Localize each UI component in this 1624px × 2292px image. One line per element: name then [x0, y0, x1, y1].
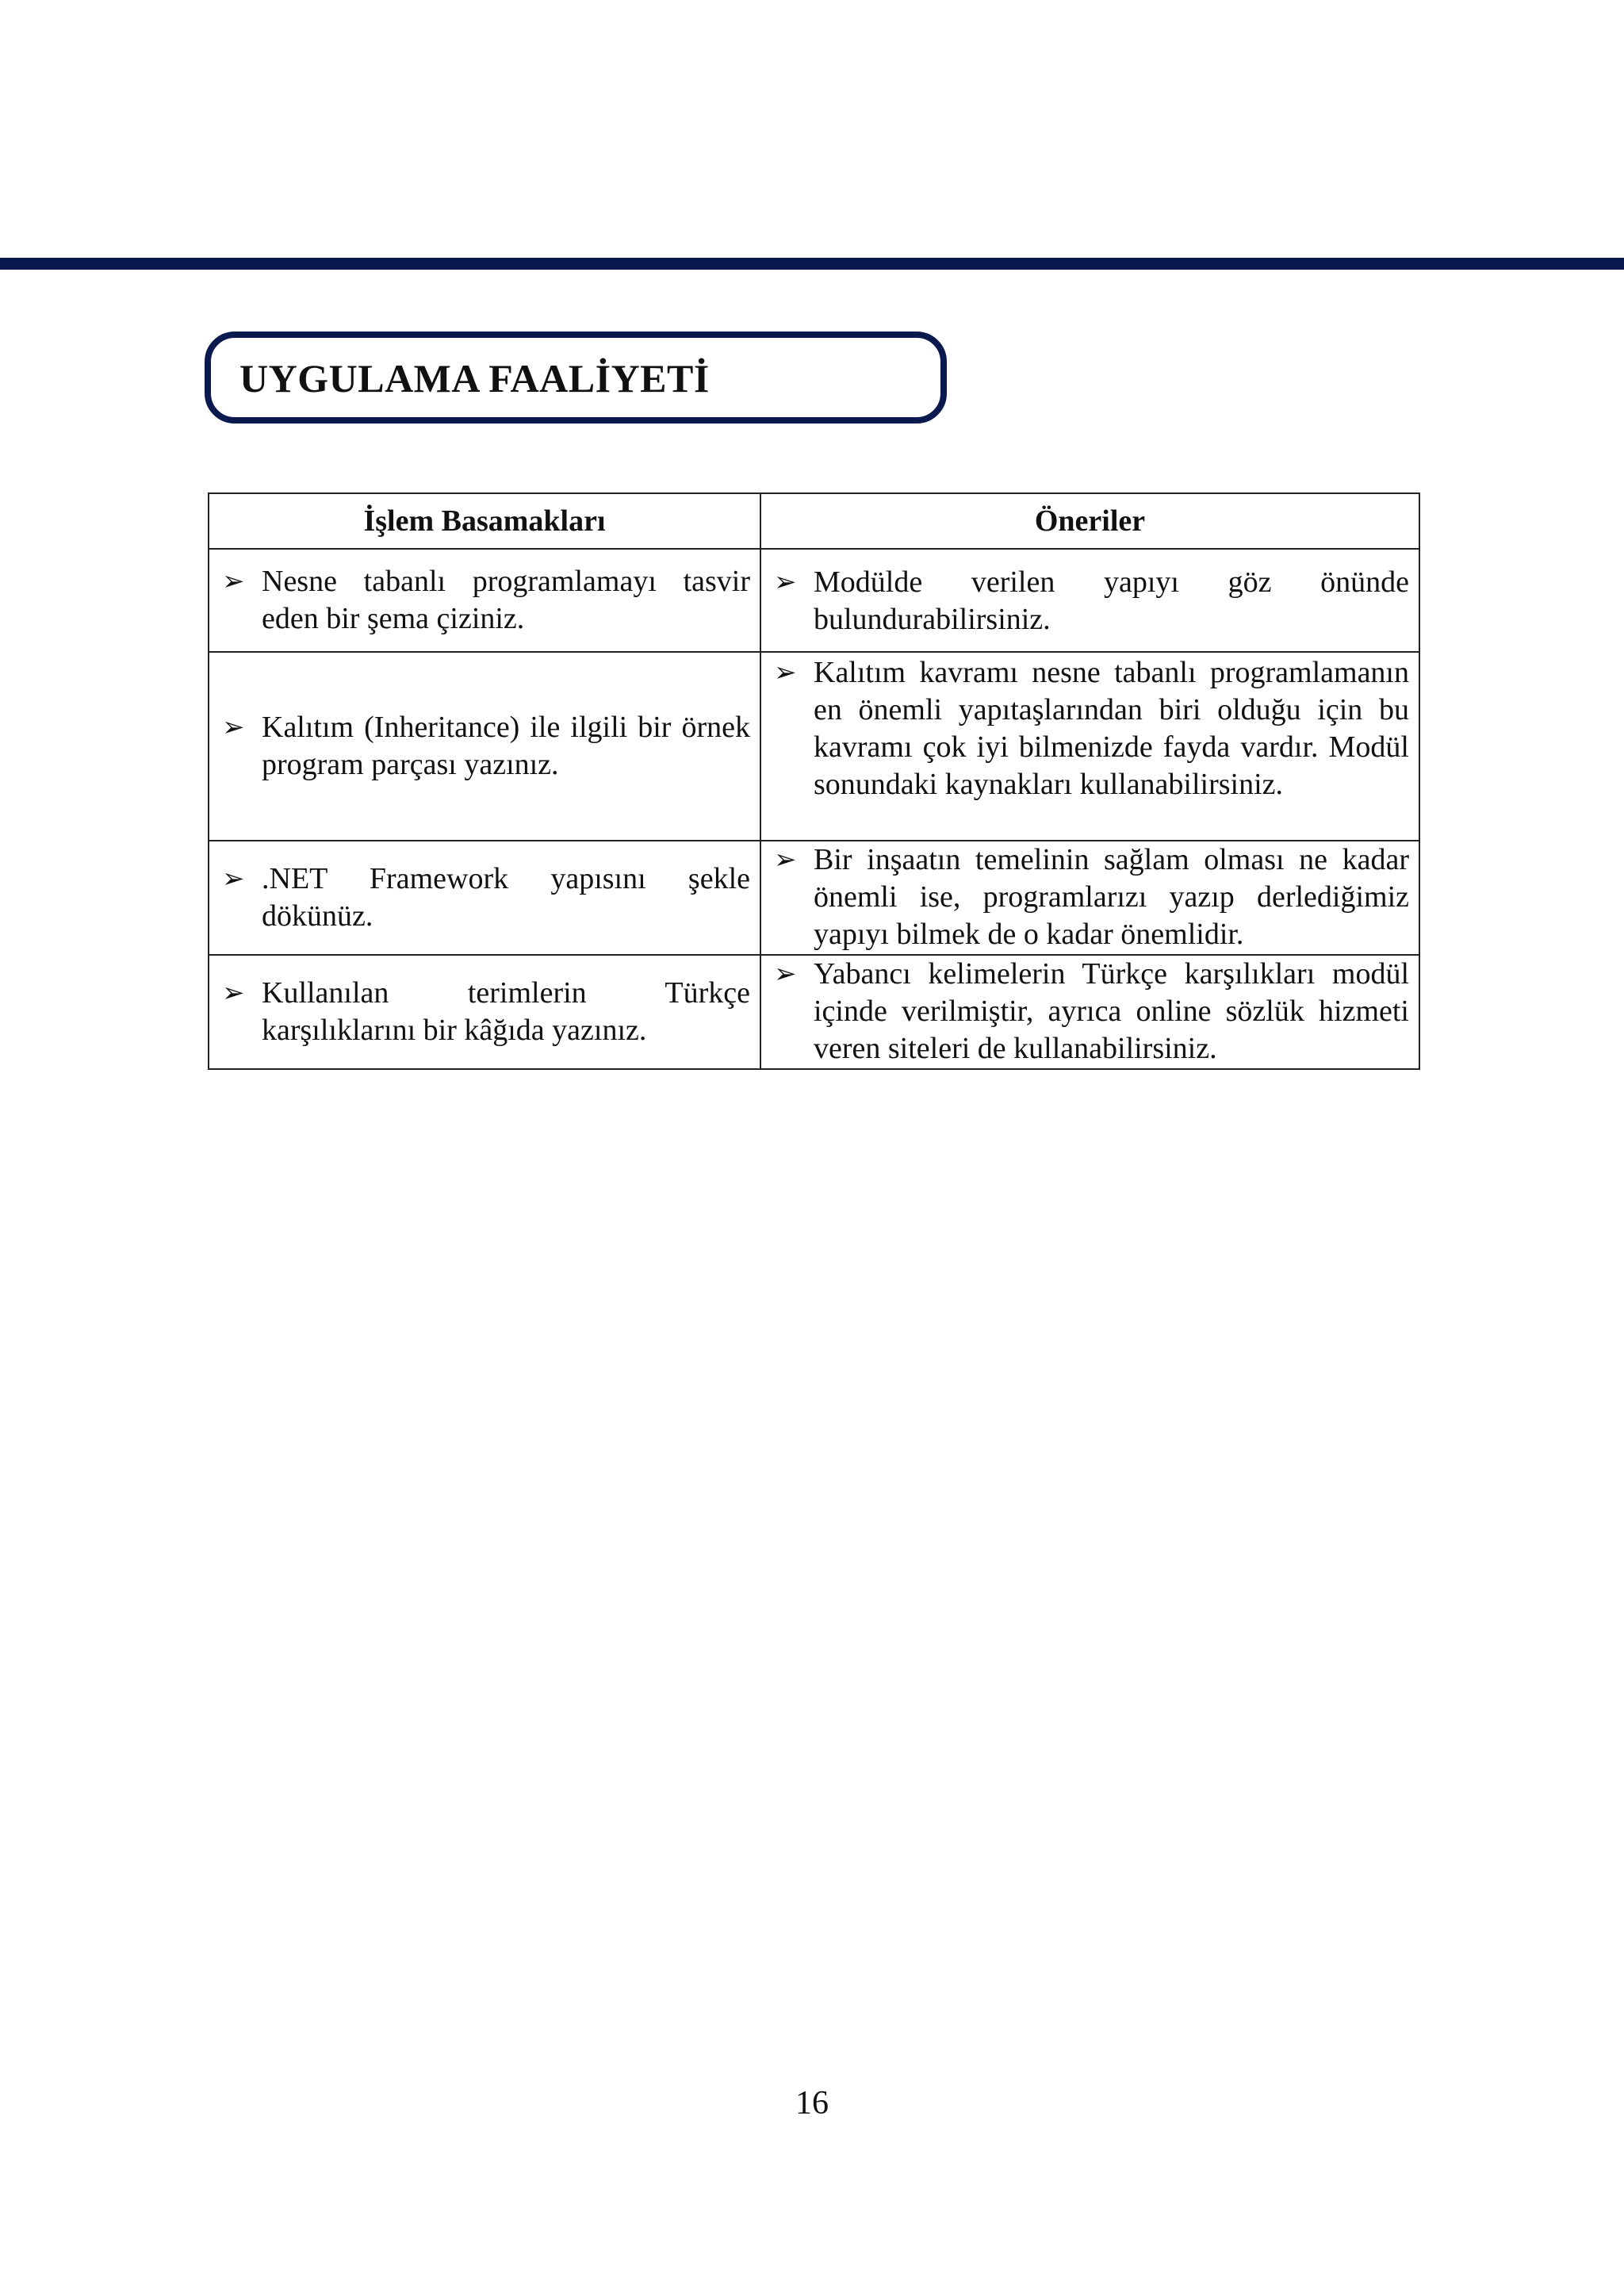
step-cell: [209, 549, 760, 652]
suggestion-text: Bir inşaatın temelinin sağlam olması ne kadar önemli ise, programlarızı yazıp derlediğimiz yapıyı bilmek de o kadar önemlidir.: [814, 843, 1409, 951]
section-title: UYGULAMA FAALİYETİ: [239, 356, 710, 401]
arrowhead-bullet-icon: ➢: [774, 566, 797, 598]
step-cell: [209, 955, 760, 1069]
table-header-row: [209, 493, 1419, 549]
table-row: [209, 841, 1419, 955]
arrowhead-bullet-icon: ➢: [774, 844, 797, 876]
column-header-steps: İşlem Basamakları: [209, 493, 760, 549]
suggestion-cell: [760, 549, 1419, 652]
table-row: [209, 652, 1419, 841]
suggestion-cell: [760, 841, 1419, 955]
step-cell: [209, 652, 760, 841]
step-text: Kalıtım (Inheritance) ile ilgili bir örnek program parçası yazınız.: [262, 711, 750, 781]
page-number: 16: [795, 2085, 829, 2121]
activity-table: [208, 493, 1420, 1070]
table-row: [209, 955, 1419, 1069]
step-text: Nesne tabanlı programlamayı tasvir eden bir şema çiziniz.: [262, 565, 750, 635]
step-cell: [209, 841, 760, 955]
arrowhead-bullet-icon: ➢: [222, 711, 245, 743]
arrowhead-bullet-icon: ➢: [222, 863, 245, 895]
arrowhead-bullet-icon: ➢: [222, 977, 245, 1009]
section-title-box: [205, 332, 947, 424]
table-row: [209, 549, 1419, 652]
step-text: Kullanılan terimlerin Türkçe karşılıklarını bir kâğıda yazınız.: [262, 976, 750, 1047]
suggestion-text: Modülde verilen yapıyı göz önünde bulundurabilirsiniz.: [814, 565, 1409, 636]
arrowhead-bullet-icon: ➢: [222, 565, 245, 597]
header-rule: [0, 258, 1624, 270]
suggestion-cell: [760, 652, 1419, 841]
suggestion-text: Kalıtım kavramı nesne tabanlı programlamanın en önemli yapıtaşlarından biri olduğu için bu kavramı çok iyi bilmenizde fayda vardır. Modül sonundaki kaynakları kullanabilirsiniz.: [814, 656, 1409, 801]
column-header-suggestions: Öneriler: [760, 493, 1419, 549]
suggestion-text: Yabancı kelimelerin Türkçe karşılıkları modül içinde verilmiştir, ayrıca online sözlük hizmeti veren siteleri de kullanabilirsiniz.: [814, 957, 1409, 1065]
suggestion-cell: [760, 955, 1419, 1069]
arrowhead-bullet-icon: ➢: [774, 958, 797, 990]
step-text: .NET Framework yapısını şekle dökünüz.: [262, 862, 750, 933]
arrowhead-bullet-icon: ➢: [774, 657, 797, 688]
